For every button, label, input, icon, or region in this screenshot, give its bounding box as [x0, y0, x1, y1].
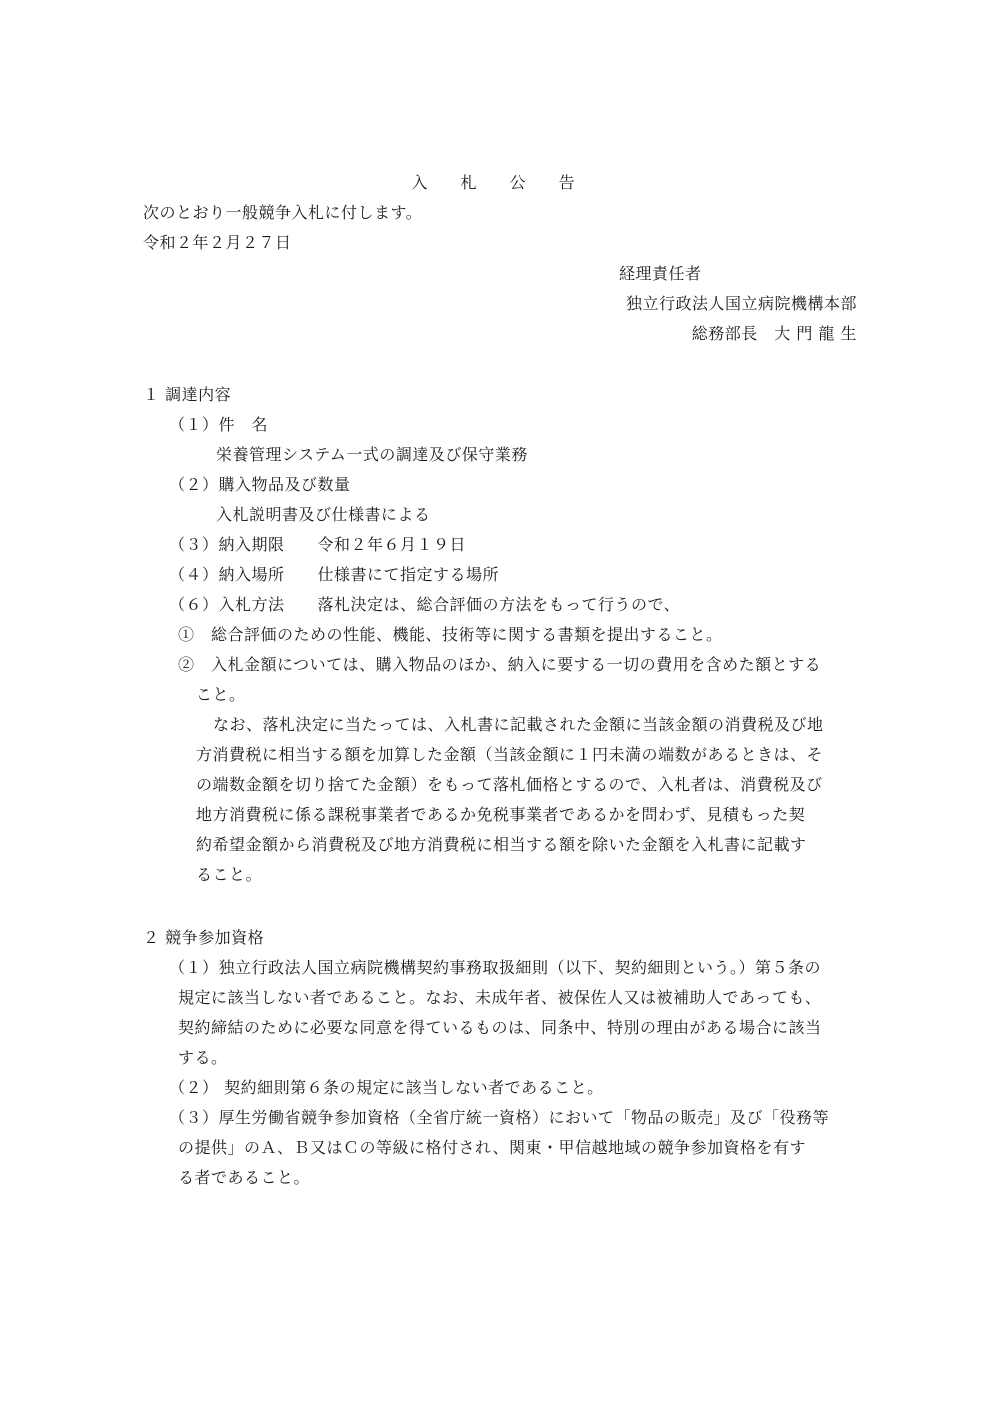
section1-sub2-line: こと。: [196, 685, 246, 704]
section2-heading: ２ 競争参加資格: [143, 928, 265, 947]
section1-sub2-line: ② 入札金額については、購入物品のほか、納入に要する一切の費用を含めた額とする: [178, 655, 822, 674]
issuer-name: 総務部長 大 門 龍 生: [691, 324, 857, 343]
section1-sub2-line: 方消費税に相当する額を加算した金額（当該金額に１円未満の端数があるときは、そ: [196, 745, 824, 764]
section2-item3-line: （３）厚生労働省競争参加資格（全省庁統一資格）において「物品の販売」及び「役務等: [169, 1108, 830, 1127]
section1-sub2-line: 約希望金額から消費税及び地方消費税に相当する額を除いた金額を入札書に記載す: [196, 835, 807, 854]
section1-heading: １ 調達内容: [143, 385, 232, 404]
section2-item1-line: 契約締結のために必要な同意を得ているものは、同条中、特別の理由がある場合に該当: [178, 1018, 822, 1037]
section1-item1-label: （１）件 名: [169, 415, 269, 434]
section1-item3: （３）納入期限 令和２年６月１９日: [169, 535, 467, 554]
issuer-role: 経理責任者: [619, 264, 702, 283]
issuer-organization: 独立行政法人国立病院機構本部: [625, 294, 857, 313]
section2-item1-line: 規定に該当しない者であること。なお、未成年者、被保佐人又は被補助人であっても、: [178, 988, 822, 1007]
section1-item2-label: （２）購入物品及び数量: [169, 475, 351, 494]
section1-sub2-line: ること。: [196, 865, 263, 884]
document-title: 入 札 公 告: [411, 173, 589, 192]
section2-item1-line: （１）独立行政法人国立病院機構契約事務取扱細則（以下、契約細則という。）第５条の: [169, 958, 822, 977]
section2-item1-line: する。: [178, 1048, 228, 1067]
section1-sub1: ① 総合評価のための性能、機能、技術等に関する書類を提出すること。: [178, 625, 723, 644]
section2-item3-line: る者であること。: [178, 1168, 311, 1187]
section1-sub2-line: の端数金額を切り捨てた金額）をもって落札価格とするので、入札者は、消費税及び: [196, 775, 823, 794]
section1-sub2-line: 地方消費税に係る課税事業者であるか免税事業者であるかを問わず、見積もった契: [196, 805, 806, 824]
section2-item2: （２） 契約細則第６条の規定に該当しない者であること。: [169, 1078, 604, 1097]
section1-item2-value: 入札説明書及び仕様書による: [216, 505, 431, 524]
intro-text: 次のとおり一般競争入札に付します。: [143, 203, 423, 222]
announcement-date: 令和２年２月２７日: [143, 233, 292, 252]
section1-item4: （４）納入場所 仕様書にて指定する場所: [169, 565, 500, 584]
section1-item6: （６）入札方法 落札決定は、総合評価の方法をもって行うので、: [169, 595, 681, 614]
section2-item3-line: の提供」のＡ、Ｂ又はＣの等級に格付され、関東・甲信越地域の競争参加資格を有す: [178, 1138, 806, 1157]
section1-sub2-line: なお、落札決定に当たっては、入札書に記載された金額に当該金額の消費税及び地: [213, 715, 824, 734]
section1-item1-value: 栄養管理システム一式の調達及び保守業務: [216, 445, 528, 464]
